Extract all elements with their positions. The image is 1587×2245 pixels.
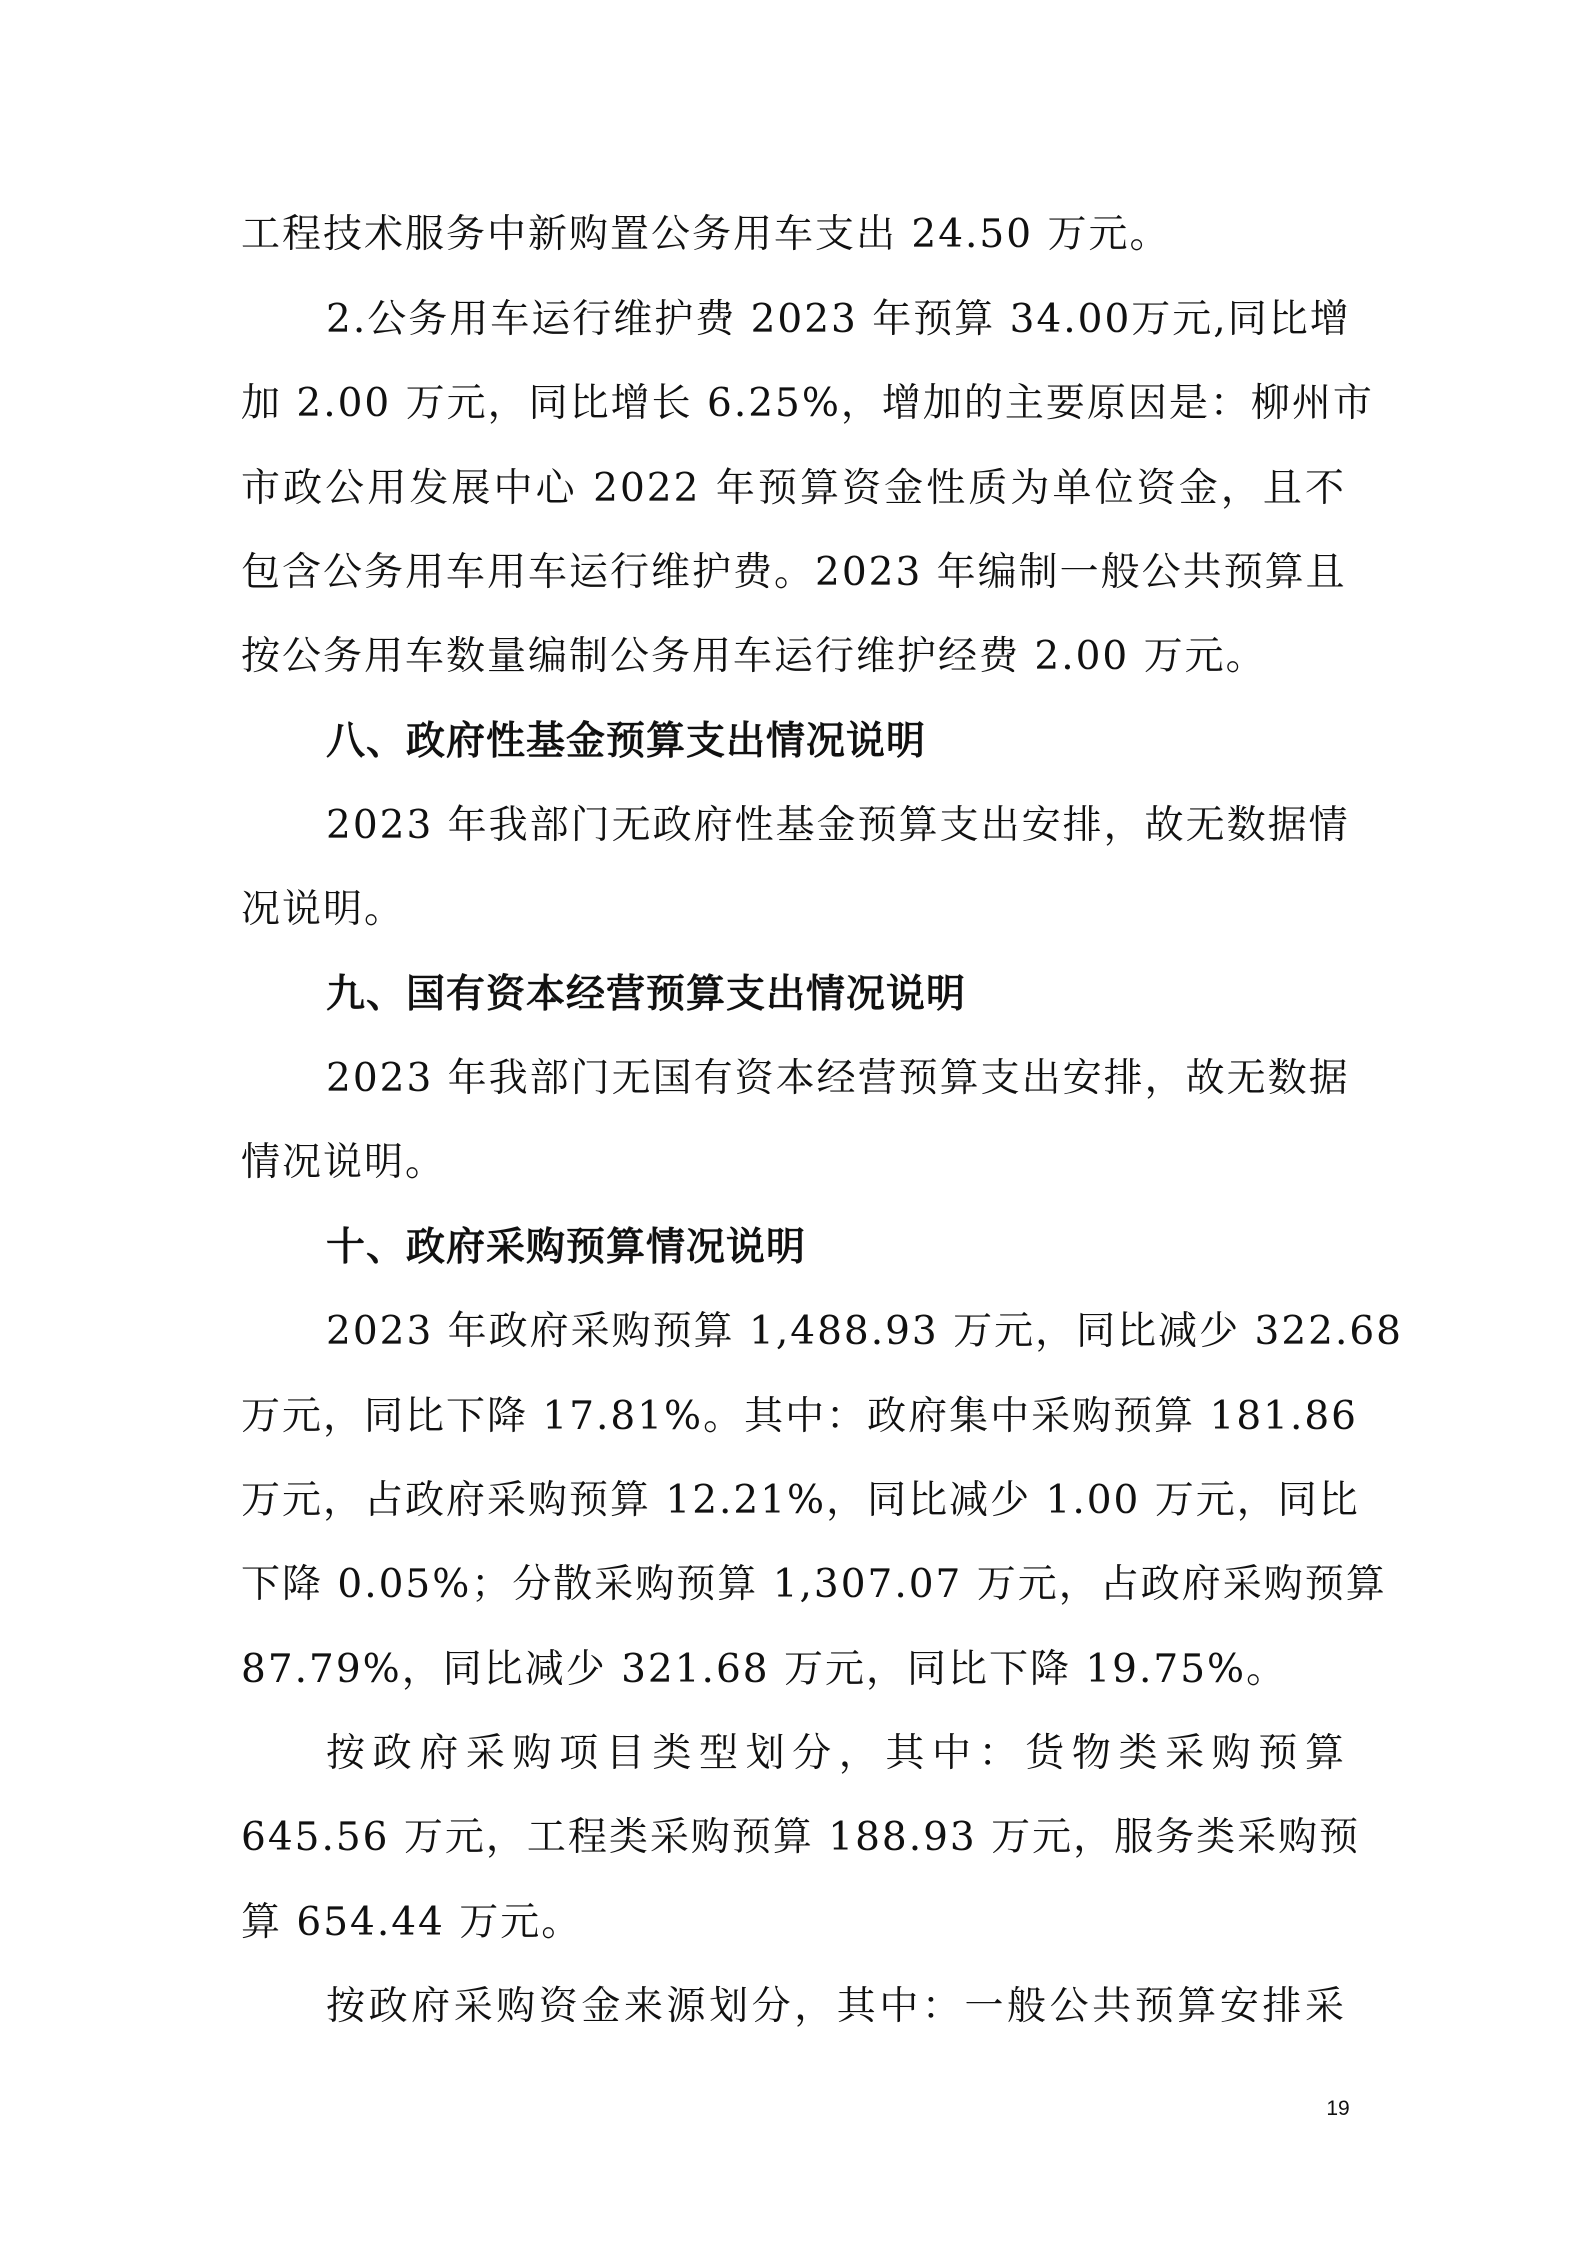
body-text-line: 645.56 万元，工程类采购预算 188.93 万元，服务类采购预 — [241, 1815, 1361, 1860]
body-text-line: 下降 0.05%；分散采购预算 1,307.07 万元，占政府采购预算 — [241, 1562, 1387, 1607]
body-text-line: 算 654.44 万元。 — [241, 1900, 583, 1945]
body-text-line: 2023 年我部门无国有资本经营预算支出安排，故无数据 — [326, 1056, 1350, 1101]
body-text-line: 况说明。 — [241, 887, 406, 932]
body-text-line: 按政府采购项目类型划分，其中：货物类采购预算 — [326, 1731, 1346, 1776]
section-heading: 九、国有资本经营预算支出情况说明 — [326, 972, 967, 1017]
body-text-line: 加 2.00 万元，同比增长 6.25%，增加的主要原因是：柳州市 — [241, 381, 1374, 426]
section-heading: 八、政府性基金预算支出情况说明 — [326, 719, 927, 764]
body-text-line: 工程技术服务中新购置公务用车支出 24.50 万元。 — [241, 212, 1171, 257]
body-text-line: 万元，同比下降 17.81%。其中：政府集中采购预算 181.86 — [241, 1394, 1358, 1439]
body-text-line: 按政府采购资金来源划分，其中：一般公共预算安排采 — [326, 1984, 1346, 2029]
body-text-line: 包含公务用车用车运行维护费。2023 年编制一般公共预算且 — [241, 550, 1347, 595]
body-text-line: 按公务用车数量编制公务用车运行维护经费 2.00 万元。 — [241, 634, 1267, 679]
body-text-line: 2023 年我部门无政府性基金预算支出安排，故无数据情 — [326, 803, 1350, 848]
body-text-line: 2.公务用车运行维护费 2023 年预算 34.00万元,同比增 — [326, 297, 1351, 342]
body-text-line: 2023 年政府采购预算 1,488.93 万元，同比减少 322.68 — [326, 1309, 1403, 1354]
body-text-line: 市政公用发展中心 2022 年预算资金性质为单位资金，且不 — [241, 466, 1346, 511]
page-number: 19 — [1326, 2097, 1350, 2120]
body-text-line: 万元，占政府采购预算 12.21%，同比减少 1.00 万元，同比 — [241, 1478, 1360, 1523]
body-text-line: 情况说明。 — [241, 1140, 447, 1185]
body-text-line: 87.79%，同比减少 321.68 万元，同比下降 19.75%。 — [241, 1647, 1288, 1692]
section-heading: 十、政府采购预算情况说明 — [326, 1225, 807, 1270]
